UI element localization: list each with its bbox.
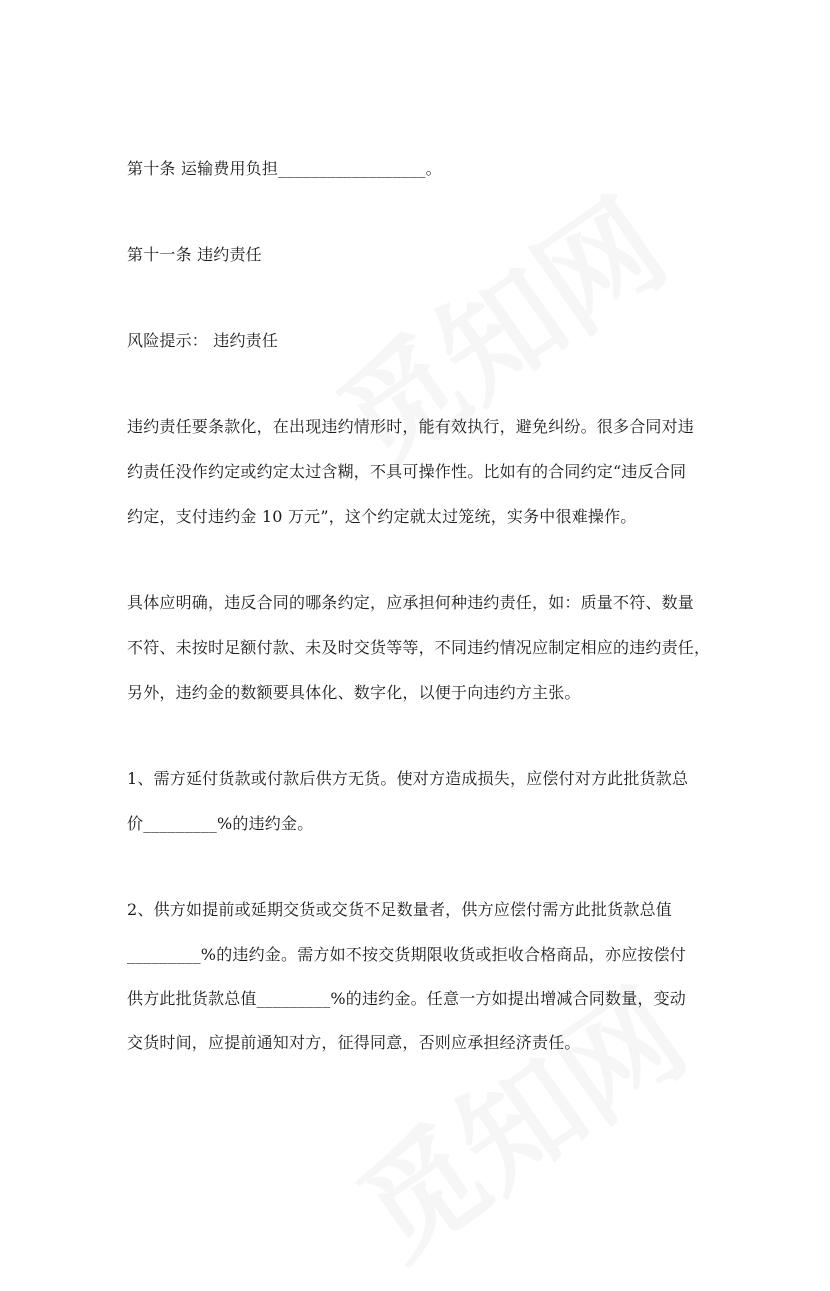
paragraph-line: 具体应明确，违反合同的哪条约定，应承担何种违约责任，如：质量不符、数量	[127, 593, 695, 612]
watermark	[300, 154, 694, 501]
clause-line: 交货时间，应提前通知对方，征得同意，否则应承担经济责任。	[127, 1033, 581, 1052]
paragraph-line: 约责任没作约定或约定太过含糊，不具可操作性。比如有的合同约定“违反合同	[127, 462, 687, 481]
paragraph-line: 另外，违约金的数额要具体化、数字化，以便于向违约方主张。	[127, 683, 581, 702]
article-11-heading: 第十一条 违约责任	[127, 245, 262, 264]
clause-line: 1、需方延付货款或付款后供方无货。使对方造成损失，应偿付对方此批货款总	[127, 769, 689, 788]
risk-tip-heading: 风险提示： 违约责任	[127, 331, 279, 350]
paragraph-line: 违约责任要条款化，在出现违约情形时，能有效执行，避免纠纷。很多合同对违	[127, 417, 695, 436]
article-10-heading: 第十条 运输费用负担__________________。	[127, 159, 442, 178]
clause-line: 供方此批货款总值_________%的违约金。任意一方如提出增减合同数量，变动	[127, 989, 687, 1008]
clause-line: _________%的违约金。需方如不按交货期限收货或拒收合格商品，亦应按偿付	[127, 945, 687, 964]
clause-line: 2、供方如提前或延期交货或交货不足数量者，供方应偿付需方此批货款总值	[127, 900, 672, 919]
clause-line: 价_________%的违约金。	[127, 814, 314, 833]
paragraph-line: 不符、未按时足额付款、未及时交货等等，不同违约情况应制定相应的违约责任，	[127, 638, 711, 657]
paragraph-line: 约定，支付违约金 10 万元”，这个约定就太过笼统，实务中很难操作。	[127, 507, 637, 526]
